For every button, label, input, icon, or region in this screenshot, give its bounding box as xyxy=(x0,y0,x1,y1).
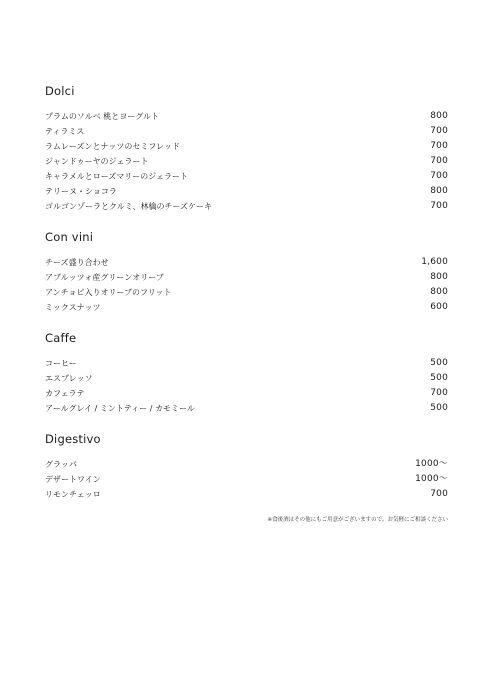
menu-item xyxy=(45,487,448,502)
menu-item xyxy=(45,184,448,199)
section-title: Con vini xyxy=(45,230,94,244)
item-price: 1,600 xyxy=(421,257,448,267)
item-name: テリーヌ・ショコラ xyxy=(45,187,117,196)
section-title: Digestivo xyxy=(45,432,101,446)
item-name: ラムレーズンとナッツのセミフレッド xyxy=(45,142,180,151)
item-name: ミックスナッツ xyxy=(45,303,101,312)
menu-item xyxy=(45,124,448,139)
item-price: 600 xyxy=(430,302,448,312)
item-name: ジャンドゥーヤのジェラート xyxy=(45,157,149,166)
item-name: アンチョビ入りオリーブのフリット xyxy=(45,288,172,297)
item-name: アブルッツォ産グリーンオリーブ xyxy=(45,273,164,282)
item-name: カフェラテ xyxy=(45,389,85,398)
item-price: 500 xyxy=(430,403,448,413)
item-name: グラッパ xyxy=(45,460,77,469)
menu-item xyxy=(45,199,448,214)
section-gap xyxy=(45,416,448,432)
menu-item xyxy=(45,472,448,487)
item-price: 700 xyxy=(430,141,448,151)
item-price: 700 xyxy=(430,156,448,166)
item-price: 700 xyxy=(430,171,448,181)
item-price: 800 xyxy=(430,287,448,297)
item-name: キャラメルとローズマリーのジェラート xyxy=(45,172,189,181)
item-name: ゴルゴンゾーラとクルミ、林檎のチーズケーキ xyxy=(45,202,213,211)
item-price: 800 xyxy=(430,111,448,121)
menu-item xyxy=(45,169,448,184)
item-price: 500 xyxy=(430,358,448,368)
section-dolci xyxy=(45,84,448,214)
menu-item xyxy=(45,285,448,300)
menu-item xyxy=(45,139,448,154)
item-name: リモンチェッロ xyxy=(45,490,101,499)
menu-item xyxy=(45,154,448,169)
menu-item xyxy=(45,300,448,315)
item-price: 700 xyxy=(430,201,448,211)
section-digestivo xyxy=(45,432,448,502)
menu-item xyxy=(45,401,448,416)
menu-item xyxy=(45,109,448,124)
item-name: デザートワイン xyxy=(45,475,101,484)
footnote: ※食後酒はその他にもご用意がございますので、お気軽にご相談ください xyxy=(267,517,448,523)
section-gap xyxy=(45,315,448,331)
item-price: 700 xyxy=(430,489,448,499)
menu-item xyxy=(45,270,448,285)
item-name: ティラミス xyxy=(45,127,85,136)
section-gap xyxy=(45,214,448,230)
item-price: 1000～ xyxy=(415,474,448,484)
item-price: 500 xyxy=(430,373,448,383)
item-name: コーヒー xyxy=(45,359,77,368)
menu xyxy=(45,84,448,524)
section-con-vini xyxy=(45,230,448,315)
menu-item xyxy=(45,457,448,472)
item-price: 800 xyxy=(430,186,448,196)
item-name: アールグレイ / ミントティー / カモミール xyxy=(45,404,195,413)
item-price: 800 xyxy=(430,272,448,282)
menu-item xyxy=(45,386,448,401)
item-name: エスプレッソ xyxy=(45,374,93,383)
section-caffe xyxy=(45,331,448,416)
menu-item xyxy=(45,255,448,270)
item-name: プラムのソルベ 桃とヨーグルト xyxy=(45,112,160,121)
item-price: 700 xyxy=(430,126,448,136)
section-title: Caffe xyxy=(45,331,77,345)
item-price: 700 xyxy=(430,388,448,398)
menu-item xyxy=(45,371,448,386)
item-name: チーズ盛り合わせ xyxy=(45,258,109,267)
menu-item xyxy=(45,356,448,371)
item-price: 1000～ xyxy=(415,459,448,469)
section-title: Dolci xyxy=(45,84,75,98)
